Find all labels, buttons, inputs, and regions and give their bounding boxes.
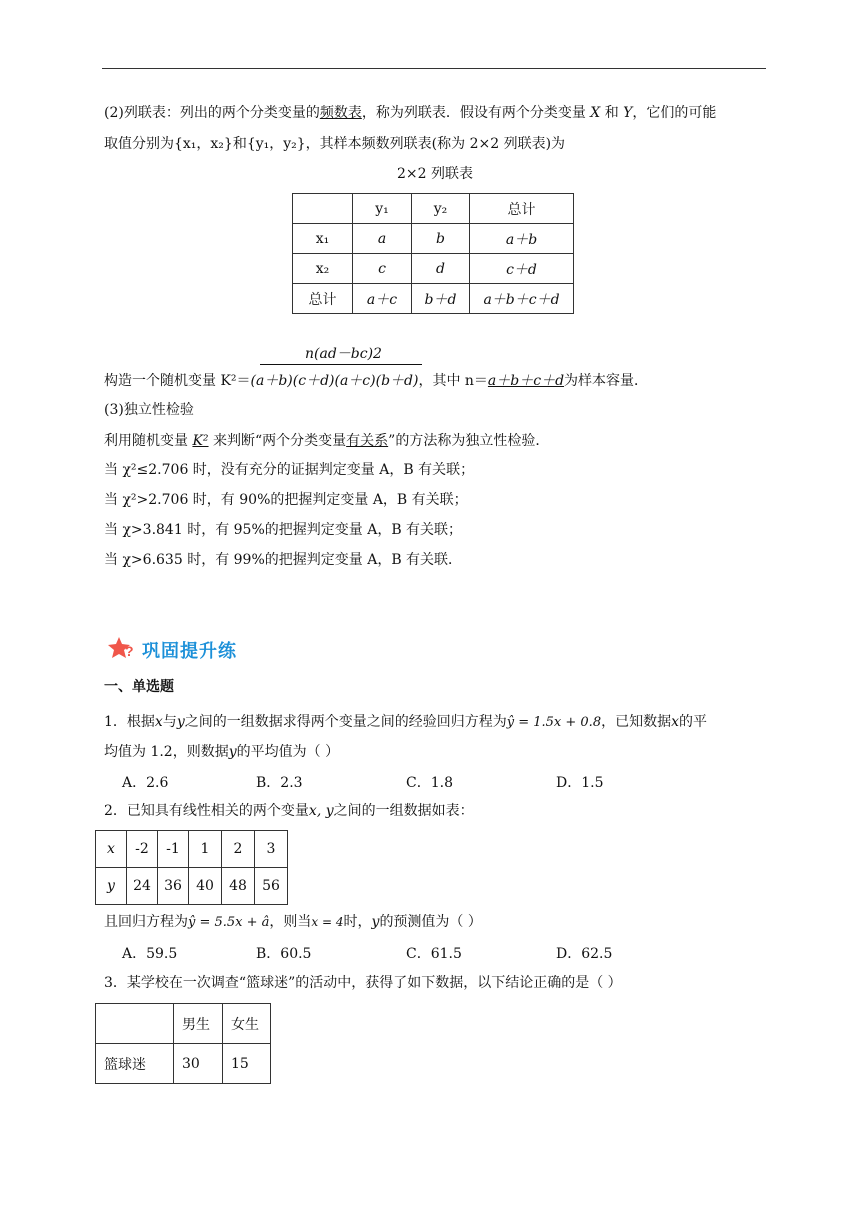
table-caption: 2×2 列联表 bbox=[397, 166, 473, 182]
svg-text:?: ? bbox=[125, 643, 134, 659]
option-d[interactable]: D．1.5 bbox=[556, 775, 604, 791]
table-row: x₁ a b a＋b bbox=[293, 224, 574, 254]
q1-line1: 1．根据x与y之间的一组数据求得两个变量之间的经验回归方程为ŷ = 1.5x + 0.8，已知数据x的平 bbox=[104, 714, 707, 730]
option-d[interactable]: D．62.5 bbox=[556, 946, 613, 962]
q2-line1: 2．已知具有线性相关的两个变量x, y之间的一组数据如表： bbox=[104, 803, 474, 819]
star-icon bbox=[108, 636, 136, 664]
q1-line2: 均值为 1.2，则数据y的平均值为（ ） bbox=[104, 744, 340, 760]
q2-line2: 且回归方程为ŷ = 5.5x + â，则当x = 4时，y的预测值为（ ） bbox=[104, 914, 482, 930]
option-c[interactable]: C．1.8 bbox=[406, 775, 453, 791]
q2-data-table bbox=[95, 830, 288, 905]
top-rule bbox=[102, 68, 766, 69]
option-a[interactable]: A．2.6 bbox=[122, 775, 169, 791]
fraction-bar bbox=[260, 364, 422, 365]
rule-line: 当 χ>3.841 时，有 95%的把握判定变量 A，B 有关联； bbox=[104, 522, 463, 538]
table-row: 总计 a＋c b＋d a＋b＋c＋d bbox=[293, 284, 574, 314]
table-row: x -2 -1 1 2 3 bbox=[96, 831, 288, 868]
table-row: y₁ y₂ 总计 bbox=[293, 194, 574, 224]
rule-line: 当 χ²>2.706 时，有 90%的把握判定变量 A，B 有关联； bbox=[104, 492, 468, 508]
para-2-line2: 取值分别为{x₁，x₂}和{y₁，y₂}，其样本频数列联表(称为 2×2 列联表)为 bbox=[104, 136, 566, 152]
table-row: x₂ c d c＋d bbox=[293, 254, 574, 284]
q3-data-table bbox=[95, 1003, 271, 1084]
para-2-line1: (2)列联表：列出的两个分类变量的频数表，称为列联表．假设有两个分类变量 X 和 Y，它们的可能 bbox=[104, 105, 717, 121]
practice-title: ? 巩固提升练 bbox=[108, 636, 237, 664]
table-row: y 24 36 40 48 56 bbox=[96, 868, 288, 905]
option-c[interactable]: C．61.5 bbox=[406, 946, 462, 962]
section-heading: 一、单选题 bbox=[104, 679, 174, 695]
section-3-desc: 利用随机变量 K² 来判断“两个分类变量有关系”的方法称为独立性检验． bbox=[104, 433, 550, 449]
q3-line: 3．某学校在一次调查“篮球迷”的活动中，获得了如下数据，以下结论正确的是（ ） bbox=[104, 975, 622, 991]
section-3-title: (3)独立性检验 bbox=[104, 402, 194, 418]
rule-line: 当 χ>6.635 时，有 99%的把握判定变量 A，B 有关联． bbox=[104, 552, 463, 568]
formula-numerator: n(ad－bc)2 bbox=[305, 346, 382, 362]
table-row: 男生 女生 bbox=[96, 1004, 271, 1044]
formula-line: 构造一个随机变量 K²＝(a＋b)(c＋d)(a＋c)(b＋d)，其中 n＝a＋b＋c＋d为样本容量． bbox=[104, 373, 649, 389]
option-b[interactable]: B．2.3 bbox=[256, 775, 303, 791]
contingency-table bbox=[292, 193, 574, 314]
table-row: 篮球迷 30 15 bbox=[96, 1044, 271, 1084]
option-a[interactable]: A．59.5 bbox=[122, 946, 178, 962]
option-b[interactable]: B．60.5 bbox=[256, 946, 312, 962]
rule-line: 当 χ²≤2.706 时，没有充分的证据判定变量 A，B 有关联； bbox=[104, 462, 475, 478]
